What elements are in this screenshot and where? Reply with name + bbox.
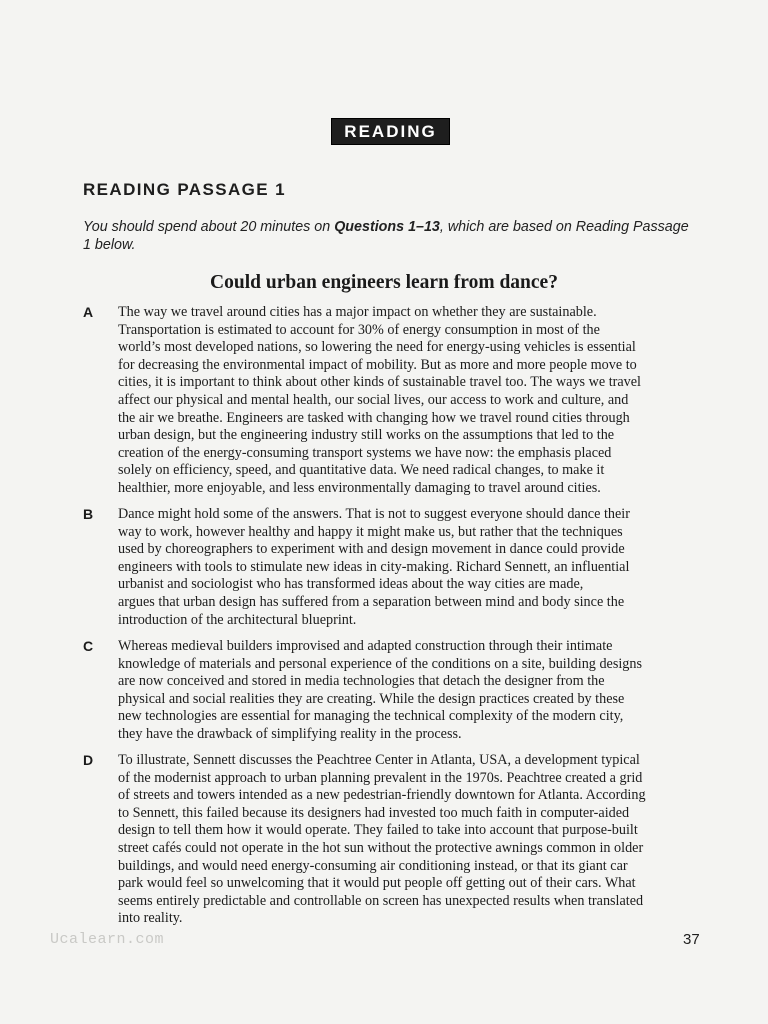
text-line: creation of the energy-consuming transport systems we have now: the emphasis placed <box>118 444 612 461</box>
text-line: Transportation is estimated to account for 30% of energy consumption in most of the <box>118 321 600 338</box>
text-line: physical and social realities they are creating. While the design practices created by these <box>118 690 625 707</box>
text-line: Dance might hold some of the answers. That is not to suggest everyone should dance their <box>118 506 630 522</box>
text-line: urban design, but the engineering industry still works on the assumptions that led to the <box>118 427 615 444</box>
text-line: The way we travel around cities has a major impact on whether they are sustainable. <box>118 304 597 320</box>
text-line: healthier, more enjoyable, and less environmentally damaging to travel around cities. <box>118 479 601 496</box>
text-line: engineers with tools to stimulate new ideas in city-making. Richard Sennett, an influential <box>118 558 630 575</box>
text-line: to Sennett, this failed because its designers had invested too much faith in computer-aided <box>118 804 630 821</box>
text-line: seems entirely predictable and controllable on screen has unexpected results when translated <box>118 892 644 909</box>
instruction-questions: Questions 1–13 <box>334 219 440 235</box>
watermark: Ucalearn.com <box>50 931 165 948</box>
text-line: Whereas medieval builders improvised and adapted construction through their intimate <box>118 638 613 654</box>
text-line: knowledge of materials and personal experience of the conditions on a site, building designs <box>118 655 643 672</box>
paragraph-b <box>83 506 703 629</box>
text-line: solely on efficiency, speed, and quantitative data. We need radical changes, to make it <box>118 462 605 479</box>
text-line: park would feel so unwelcoming that it would put people off getting out of their cars. What <box>118 875 636 892</box>
instruction-post: , which are based on Reading Passage 1 below. <box>83 219 689 253</box>
paragraph-body <box>118 752 703 928</box>
paragraph-letter: C <box>83 638 94 654</box>
text-line: into reality. <box>118 910 183 927</box>
text-line: affect our physical and mental health, our social lives, our access to work and culture, and <box>118 391 629 408</box>
passage-heading: READING PASSAGE 1 <box>83 180 286 199</box>
instruction-pre: You should spend about 20 minutes on <box>83 219 335 235</box>
text-line: are now conceived and stored in media technologies that detach the designer from the <box>118 673 605 690</box>
text-line: the air we breathe. Engineers are tasked with changing how we travel round cities through <box>118 409 630 426</box>
paragraph-c <box>83 638 703 744</box>
text-line: argues that urban design has suffered from a separation between mind and body since the <box>118 593 625 610</box>
text-line: of the modernist approach to urban planning prevalent in the 1970s. Peachtree created a grid <box>118 769 643 786</box>
text-line: for decreasing the environmental impact of mobility. But as more and more people move to <box>118 356 637 373</box>
reading-banner: READING <box>331 118 450 145</box>
text-line: introduction of the architectural blueprint. <box>118 611 357 628</box>
text-line: cities, it is important to think about other kinds of sustainable travel too. The ways we travel <box>118 374 641 391</box>
text-line: they have the drawback of simplifying reality in the process. <box>118 725 462 742</box>
page-number: 37 <box>683 931 700 948</box>
instruction-text <box>83 218 693 254</box>
passage-title: Could urban engineers learn from dance? <box>210 272 558 293</box>
paragraph-d <box>83 752 703 928</box>
text-line: new technologies are essential for managing the technical complexity of the modern city, <box>118 708 624 725</box>
text-line: buildings, and would need energy-consuming air conditioning instead, or that its giant car <box>118 857 628 874</box>
paragraph-letter: A <box>83 304 94 320</box>
paragraph-letter: B <box>83 506 94 522</box>
paragraph-a <box>83 304 703 498</box>
paragraph-body <box>118 638 703 744</box>
text-line: world’s most developed nations, so lowering the need for energy-using vehicles is essential <box>118 339 636 356</box>
text-line: design to tell them how it would operate. They failed to take into account that purpose-built <box>118 822 638 839</box>
text-line: urbanist and sociologist who has transformed ideas about the way cities are made, <box>118 576 584 593</box>
paragraph-body <box>118 304 703 498</box>
text-line: street cafés could not operate in the hot sun without the protective awnings common in older <box>118 839 644 856</box>
paragraph-body <box>118 506 703 629</box>
text-line: of streets and towers intended as a new pedestrian-friendly downtown for Atlanta. According <box>118 787 646 804</box>
paragraph-letter: D <box>83 752 94 768</box>
text-line: To illustrate, Sennett discusses the Peachtree Center in Atlanta, USA, a development typical <box>118 752 640 768</box>
text-line: used by choreographers to experiment with and design movement in dance could provide <box>118 541 625 558</box>
text-line: way to work, however healthy and happy it might make us, but rather that the techniques <box>118 523 623 540</box>
